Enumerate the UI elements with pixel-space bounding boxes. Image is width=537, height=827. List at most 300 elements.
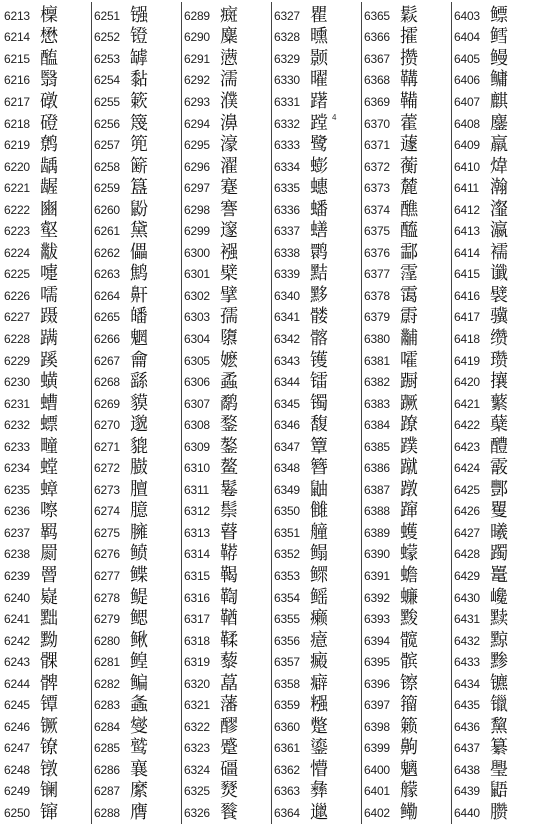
- table-row: [274, 393, 360, 415]
- entry-character: 蹊: [40, 349, 58, 371]
- table-row: [454, 242, 537, 264]
- entry-number: 6265: [94, 310, 120, 325]
- entry-character: 璺: [490, 758, 508, 780]
- entry-number: 6342: [274, 331, 300, 346]
- entry-number: 6217: [4, 94, 30, 109]
- entry-number: 6298: [184, 202, 210, 217]
- entry-number: 6307: [184, 396, 210, 411]
- entry-character: 襄: [130, 758, 148, 780]
- entry-character: 鍪: [220, 414, 238, 436]
- entry-number: 6279: [94, 612, 120, 627]
- entry-number: 6437: [454, 741, 480, 756]
- entry-character: 镩: [40, 802, 58, 823]
- entry-character: 黩: [490, 608, 508, 630]
- entry-character: 襁: [220, 241, 238, 263]
- entry-number: 6438: [454, 762, 480, 777]
- entry-character: 鞨: [220, 564, 238, 586]
- entry-number: 6253: [94, 51, 120, 66]
- entry-number: 6435: [454, 698, 480, 713]
- entry-character: 臜: [490, 802, 508, 823]
- table-row: [274, 544, 360, 566]
- entry-character: 豳: [40, 198, 58, 220]
- table-row: [94, 630, 180, 652]
- entry-number: 6353: [274, 568, 300, 583]
- entry-character: 曦: [490, 521, 508, 543]
- table-row: [4, 738, 90, 760]
- entry-character: 鬏: [400, 4, 418, 26]
- entry-number: 6255: [94, 94, 120, 109]
- table-row: [364, 651, 450, 673]
- entry-character: 擘: [220, 284, 238, 306]
- entry-number: 6216: [4, 73, 30, 88]
- entry-number: 6379: [364, 310, 390, 325]
- table-row: [274, 264, 360, 286]
- entry-character: 螳: [40, 457, 58, 479]
- entry-number: 6324: [184, 762, 210, 777]
- entry-character: 镦: [40, 758, 58, 780]
- entry-character: 麋: [220, 26, 238, 48]
- entry-number: 6339: [274, 267, 300, 282]
- entry-character: 黏: [130, 69, 148, 91]
- table-row: [364, 673, 450, 695]
- entry-number: 6424: [454, 461, 480, 476]
- entry-number: 6428: [454, 547, 480, 562]
- table-row: [94, 307, 180, 329]
- table-row: [4, 457, 90, 479]
- entry-number: 6219: [4, 138, 30, 153]
- entry-character: 襦: [490, 241, 508, 263]
- entry-character: 鼬: [310, 478, 328, 500]
- entry-character: 籀: [400, 694, 418, 716]
- table-row: [454, 501, 537, 523]
- table-row: [274, 759, 360, 781]
- entry-number: 6370: [364, 116, 390, 131]
- entry-number: 6227: [4, 310, 30, 325]
- entry-character: 鬈: [220, 478, 238, 500]
- entry-number: 6280: [94, 633, 120, 648]
- entry-number: 6282: [94, 676, 120, 691]
- table-row: [94, 436, 180, 458]
- entry-number: 6330: [274, 73, 300, 88]
- entry-character: 濮: [220, 90, 238, 112]
- entry-number: 6256: [94, 116, 120, 131]
- entry-character: 蘅: [400, 155, 418, 177]
- entry-character: 鲼: [130, 543, 148, 565]
- table-row: [364, 199, 450, 221]
- entry-number: 6362: [274, 762, 300, 777]
- entry-character: 餮: [220, 802, 238, 823]
- entry-number: 6405: [454, 51, 480, 66]
- table-row: [364, 414, 450, 436]
- table-row: [94, 91, 180, 113]
- entry-character: 魑: [400, 758, 418, 780]
- entry-character: 儡: [130, 241, 148, 263]
- entry-character: 髀: [40, 672, 58, 694]
- table-row: [454, 695, 537, 717]
- entry-number: 6335: [274, 181, 300, 196]
- table-row: [274, 307, 360, 329]
- table-row: [274, 134, 360, 156]
- entry-character: 藠: [220, 672, 238, 694]
- entry-number: 6274: [94, 504, 120, 519]
- entry-number: 6387: [364, 482, 390, 497]
- entry-number: 6416: [454, 288, 480, 303]
- table-row: [454, 156, 537, 178]
- entry-character: 謇: [220, 198, 238, 220]
- table-row: [94, 414, 180, 436]
- table-row: [364, 565, 450, 587]
- table-row: [274, 113, 360, 135]
- entry-character: 瞽: [220, 521, 238, 543]
- entry-number: 6338: [274, 245, 300, 260]
- entry-character: 繇: [130, 371, 148, 393]
- entry-character: 邃: [220, 220, 238, 242]
- table-row: [94, 587, 180, 609]
- table-row: [184, 802, 270, 824]
- entry-character: 蹼: [400, 435, 418, 457]
- entry-character: 醢: [40, 47, 58, 69]
- table-row: [184, 350, 270, 372]
- entry-number: 6329: [274, 51, 300, 66]
- table-row: [274, 156, 360, 178]
- table-row: [364, 501, 450, 523]
- entry-character: 镯: [310, 392, 328, 414]
- table-row: [364, 70, 450, 92]
- table-row: [454, 673, 537, 695]
- entry-character: 鳇: [130, 651, 148, 673]
- entry-character: 籁: [400, 715, 418, 737]
- entry-character: 蘖: [490, 414, 508, 436]
- entry-character: 簖: [130, 155, 148, 177]
- entry-character: 黠: [310, 263, 328, 285]
- entry-number: 6358: [274, 676, 300, 691]
- entry-character: 骥: [490, 306, 508, 328]
- entry-character: 煒: [490, 155, 508, 177]
- entry-character: 縻: [130, 780, 148, 802]
- entry-number: 6263: [94, 267, 120, 282]
- entry-character: 癜: [310, 651, 328, 673]
- table-row: [94, 393, 180, 415]
- entry-number: 6244: [4, 676, 30, 691]
- entry-number: 6334: [274, 159, 300, 174]
- table-row: [184, 371, 270, 393]
- table-row: [274, 738, 360, 760]
- entry-character: 蹴: [400, 457, 418, 479]
- entry-number: 6337: [274, 224, 300, 239]
- table-row: [364, 738, 450, 760]
- entry-number: 6249: [4, 784, 30, 799]
- table-row: [94, 738, 180, 760]
- table-row: [184, 587, 270, 609]
- entry-number: 6239: [4, 568, 30, 583]
- entry-number: 6302: [184, 288, 210, 303]
- entry-character: 镲: [400, 672, 418, 694]
- entry-number: 6215: [4, 51, 30, 66]
- table-row: [274, 651, 360, 673]
- entry-number: 6323: [184, 741, 210, 756]
- entry-number: 6240: [4, 590, 30, 605]
- entry-number: 6357: [274, 655, 300, 670]
- table-row: [4, 436, 90, 458]
- entry-character: 鲽: [130, 564, 148, 586]
- table-row: [184, 673, 270, 695]
- entry-character: 镳: [490, 672, 508, 694]
- entry-number: 6423: [454, 439, 480, 454]
- table-row: [4, 695, 90, 717]
- entry-number: 6425: [454, 482, 480, 497]
- table-column-5: [364, 5, 450, 824]
- entry-number: 6350: [274, 504, 300, 519]
- entry-number: 6356: [274, 633, 300, 648]
- entry-number: 6440: [454, 806, 480, 820]
- entry-character: 孺: [220, 306, 238, 328]
- entry-number: 6328: [274, 30, 300, 45]
- table-row: [4, 350, 90, 372]
- entry-character: 鞯: [220, 543, 238, 565]
- entry-number: 6319: [184, 655, 210, 670]
- entry-number: 6427: [454, 525, 480, 540]
- entry-character: 艟: [310, 521, 328, 543]
- entry-character: 蟑: [40, 478, 58, 500]
- table-row: [94, 544, 180, 566]
- table-row: [364, 328, 450, 350]
- entry-character: 懋: [40, 26, 58, 48]
- entry-character: 瀚: [490, 177, 508, 199]
- table-row: [454, 285, 537, 307]
- table-row: [274, 565, 360, 587]
- table-row: [364, 479, 450, 501]
- entry-number: 6418: [454, 331, 480, 346]
- table-row: [364, 544, 450, 566]
- table-row: [184, 70, 270, 92]
- entry-character: 鳕: [490, 26, 508, 48]
- table-row: [454, 608, 537, 630]
- entry-character: 隳: [220, 327, 238, 349]
- entry-character: 躅: [490, 543, 508, 565]
- table-row: [364, 608, 450, 630]
- table-row: [94, 27, 180, 49]
- table-row: [454, 544, 537, 566]
- entry-character: 醪: [220, 715, 238, 737]
- table-row: [454, 738, 537, 760]
- table-row: [454, 70, 537, 92]
- entry-character: 鳓: [400, 802, 418, 823]
- entry-number: 6273: [94, 482, 120, 497]
- entry-character: 濞: [220, 112, 238, 134]
- entry-number: 6306: [184, 375, 210, 390]
- table-row: [364, 113, 450, 135]
- entry-character: 鼍: [490, 564, 508, 586]
- entry-number: 6220: [4, 159, 30, 174]
- table-row: [364, 802, 450, 824]
- table-row: [364, 457, 450, 479]
- entry-number: 6333: [274, 138, 300, 153]
- entry-number: 6406: [454, 73, 480, 88]
- entry-number: 6297: [184, 181, 210, 196]
- table-row: [184, 134, 270, 156]
- entry-number: 6293: [184, 94, 210, 109]
- entry-character: 癞: [310, 608, 328, 630]
- table-row: [454, 479, 537, 501]
- table-row: [364, 220, 450, 242]
- entry-number: 6417: [454, 310, 480, 325]
- entry-number: 6349: [274, 482, 300, 497]
- entry-number: 6286: [94, 762, 120, 777]
- table-row: [184, 479, 270, 501]
- table-row: [274, 91, 360, 113]
- table-row: [454, 199, 537, 221]
- entry-number: 6287: [94, 784, 120, 799]
- entry-character: 鹭: [310, 134, 328, 156]
- entry-number: 6291: [184, 51, 210, 66]
- table-row: [94, 759, 180, 781]
- entry-number: 6384: [364, 418, 390, 433]
- entry-character: 藩: [220, 694, 238, 716]
- entry-character: 臃: [130, 521, 148, 543]
- entry-number: 6296: [184, 159, 210, 174]
- entry-number: 6214: [4, 30, 30, 45]
- table-row: [274, 242, 360, 264]
- entry-character: 皤: [130, 306, 148, 328]
- entry-number: 6271: [94, 439, 120, 454]
- table-row: [274, 501, 360, 523]
- entry-character: 螵: [40, 414, 58, 436]
- entry-number: 6389: [364, 525, 390, 540]
- entry-number: 6277: [94, 568, 120, 583]
- entry-character: 曛: [310, 26, 328, 48]
- entry-character: 瀣: [490, 198, 508, 220]
- entry-number: 6252: [94, 30, 120, 45]
- table-row: [94, 285, 180, 307]
- entry-character: 鼢: [130, 198, 148, 220]
- table-row: [364, 307, 450, 329]
- table-row: [184, 630, 270, 652]
- table-row: [274, 695, 360, 717]
- table-row: [454, 436, 537, 458]
- table-row: [94, 264, 180, 286]
- entry-character: 篼: [130, 134, 148, 156]
- table-row: [364, 371, 450, 393]
- entry-character: 蟾: [400, 564, 418, 586]
- table-row: [274, 522, 360, 544]
- entry-character: 酃: [400, 241, 418, 263]
- table-row: [274, 479, 360, 501]
- table-row: [4, 802, 90, 824]
- table-row: [94, 220, 180, 242]
- entry-number: 6292: [184, 73, 210, 88]
- entry-number: 6419: [454, 353, 480, 368]
- entry-number: 6313: [184, 525, 210, 540]
- table-row: [454, 716, 537, 738]
- entry-character: 黥: [490, 629, 508, 651]
- entry-character: 蹾: [400, 478, 418, 500]
- entry-character: 鳃: [130, 608, 148, 630]
- entry-character: 膻: [130, 478, 148, 500]
- entry-character: 醯: [400, 220, 418, 242]
- table-row: [4, 27, 90, 49]
- table-row: [364, 242, 450, 264]
- entry-number: 6398: [364, 719, 390, 734]
- entry-character: 鳎: [310, 543, 328, 565]
- table-row: [454, 134, 537, 156]
- entry-number: 6396: [364, 676, 390, 691]
- entry-number: 6376: [364, 245, 390, 260]
- entry-character: 黧: [490, 715, 508, 737]
- entry-character: 鼯: [490, 780, 508, 802]
- table-row: [364, 393, 450, 415]
- entry-number: 6229: [4, 353, 30, 368]
- entry-number: 6222: [4, 202, 30, 217]
- entry-number: 6347: [274, 439, 300, 454]
- entry-number: 6411: [454, 181, 480, 196]
- entry-number: 6242: [4, 633, 30, 648]
- entry-character: 髌: [400, 651, 418, 673]
- table-row: [364, 759, 450, 781]
- column-divider: [181, 2, 182, 824]
- entry-character: 鳀: [130, 586, 148, 608]
- entry-character: 瓒: [490, 349, 508, 371]
- table-row: [94, 70, 180, 92]
- entry-character: 鳗: [490, 47, 508, 69]
- entry-character: 镫: [130, 26, 148, 48]
- entry-number: 6395: [364, 655, 390, 670]
- entry-number: 6366: [364, 30, 390, 45]
- entry-number: 6250: [4, 806, 30, 820]
- entry-character: 羸: [490, 134, 508, 156]
- table-row: [454, 371, 537, 393]
- column-divider: [451, 2, 452, 824]
- entry-number: 6261: [94, 224, 120, 239]
- entry-character: 黻: [40, 241, 58, 263]
- table-row: [4, 113, 90, 135]
- entry-number: 6247: [4, 741, 30, 756]
- entry-number: 6278: [94, 590, 120, 605]
- entry-number: 6234: [4, 461, 30, 476]
- entry-character: 鞲: [400, 69, 418, 91]
- table-row: [364, 587, 450, 609]
- table-row: [94, 199, 180, 221]
- entry-number: 6228: [4, 331, 30, 346]
- table-column-1: [4, 5, 90, 824]
- table-row: [364, 48, 450, 70]
- table-row: [4, 414, 90, 436]
- entry-number: 6251: [94, 8, 120, 23]
- entry-number: 6275: [94, 525, 120, 540]
- table-row: [184, 695, 270, 717]
- entry-number: 6434: [454, 676, 480, 691]
- table-row: [4, 134, 90, 156]
- table-row: [184, 565, 270, 587]
- table-row: [274, 608, 360, 630]
- entry-number: 6361: [274, 741, 300, 756]
- table-row: [4, 177, 90, 199]
- table-row: [184, 242, 270, 264]
- entry-character: 濡: [220, 69, 238, 91]
- table-row: [364, 630, 450, 652]
- table-row: [184, 156, 270, 178]
- column-divider: [361, 2, 362, 824]
- table-row: [274, 414, 360, 436]
- entry-character: 螽: [130, 694, 148, 716]
- table-row: [94, 134, 180, 156]
- entry-character: 龋: [40, 155, 58, 177]
- entry-number: 6213: [4, 8, 30, 23]
- entry-character: 礅: [40, 90, 58, 112]
- table-row: [4, 5, 90, 27]
- table-row: [364, 781, 450, 803]
- table-row: [274, 5, 360, 27]
- entry-character: 懵: [310, 758, 328, 780]
